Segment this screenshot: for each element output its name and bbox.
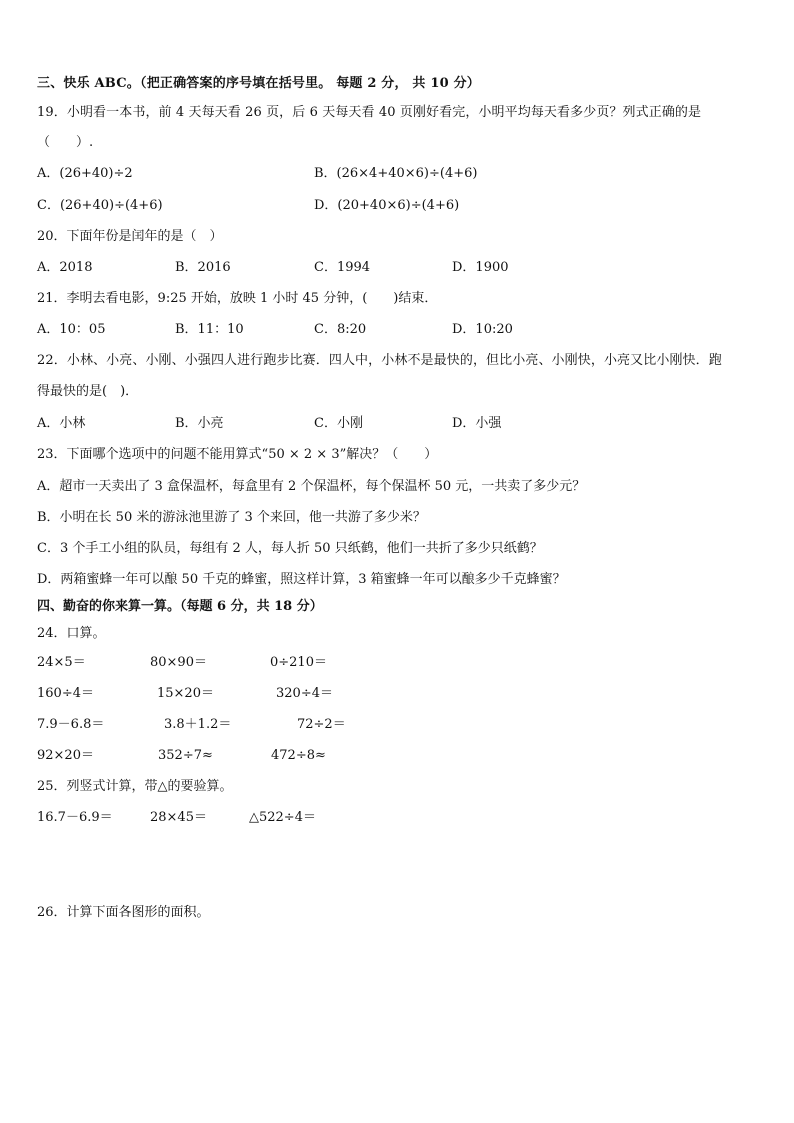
question-19-stem-blank: （ ）. [37, 135, 94, 150]
question-23-stem: 23．下面哪个选项中的问题不能用算式“50 × 2 × 3”解决？（ ） [37, 447, 438, 462]
question-19-options-row-1 [37, 167, 757, 183]
mental-math-row [37, 687, 757, 703]
question-22-option-b: B．小亮 [175, 416, 224, 431]
question-23-option-b: B．小明在长 50 米的游泳池里游了 3 个来回，他一共游了多少米？ [37, 510, 426, 525]
question-23-option-d: D．两箱蜜蜂一年可以酿 50 千克的蜂蜜，照这样计算，3 箱蜜蜂一年可以酿多少千克蜂蜜？ [37, 572, 566, 587]
question-20-option-a: A．2018 [37, 260, 93, 275]
question-22-option-a: A．小林 [37, 416, 86, 431]
mental-math-item: 472÷8≈ [271, 748, 326, 763]
vertical-calc-item: 28×45＝ [150, 810, 207, 825]
mental-math-item: 80×90＝ [150, 655, 207, 670]
question-23-option-a: A．超市一天卖出了 3 盒保温杯，每盒里有 2 个保温杯，每个保温杯 50 元，一共卖了多少元？ [37, 479, 586, 494]
question-21-option-d: D．10:20 [452, 322, 513, 337]
question-23-option-c: C．3 个手工小组的队员，每组有 2 人，每人折 50 只纸鹤，他们一共折了多少只纸鹤？ [37, 541, 543, 556]
question-20-stem: 20．下面年份是闰年的是（ ） [37, 229, 223, 244]
mental-math-item: 15×20＝ [157, 686, 214, 701]
mental-math-item: 160÷4＝ [37, 686, 94, 701]
question-25-stem: 25．列竖式计算，带△的要验算。 [37, 779, 233, 794]
question-24-stem: 24．口算。 [37, 626, 106, 641]
question-19-options-row-2 [37, 199, 757, 215]
question-21-stem: 21．李明去看电影，9:25 开始，放映 1 小时 45 分钟，( )结束． [37, 291, 438, 306]
mental-math-item: 92×20＝ [37, 748, 94, 763]
section-3-heading: 三、快乐 ABC。（把正确答案的序号填在括号里。 每题 2 分， 共 10 分） [37, 76, 480, 91]
mental-math-item: 72÷2＝ [297, 717, 346, 732]
question-19-option-a: A．(26+40)÷2 [37, 166, 133, 181]
question-19-stem: 19．小明看一本书，前 4 天每天看 26 页，后 6 天每天看 40 页刚好看完，小明平均每天看多少页？列式正确的是 [37, 105, 702, 120]
mental-math-item: 320÷4＝ [276, 686, 333, 701]
mental-math-item: 0÷210＝ [270, 655, 327, 670]
question-21-option-b: B．11：10 [175, 322, 244, 337]
question-20-option-d: D．1900 [452, 260, 509, 275]
question-26-stem: 26．计算下面各图形的面积。 [37, 905, 210, 920]
mental-math-row [37, 656, 757, 672]
question-22-stem: 22．小林、小亮、小刚、小强四人进行跑步比赛．四人中，小林不是最快的，但比小亮、小刚快，小亮又比小刚快．跑 [37, 353, 722, 368]
vertical-calc-item: 16.7－6.9＝ [37, 810, 113, 825]
question-21-option-a: A．10：05 [37, 322, 106, 337]
vertical-calc-row [37, 811, 757, 827]
question-22-options [37, 417, 757, 433]
mental-math-row [37, 718, 757, 734]
question-19-option-d: D．(20+40×6)÷(4+6) [314, 198, 460, 213]
question-20-option-b: B．2016 [175, 260, 231, 275]
mental-math-item: 3.8＋1.2＝ [164, 717, 232, 732]
question-22-option-c: C．小刚 [314, 416, 363, 431]
question-20-option-c: C．1994 [314, 260, 371, 275]
question-21-option-c: C．8:20 [314, 322, 367, 337]
question-20-options [37, 261, 757, 277]
question-22-stem-continued: 得最快的是( )． [37, 384, 139, 399]
mental-math-item: 352÷7≈ [158, 748, 213, 763]
section-4-heading: 四、勤奋的你来算一算。（每题 6 分，共 18 分） [37, 599, 323, 614]
question-22-option-d: D．小强 [452, 416, 502, 431]
mental-math-item: 24×5＝ [37, 655, 86, 670]
question-19-option-b: B．(26×4+40×6)÷(4+6) [314, 166, 478, 181]
mental-math-row [37, 749, 757, 765]
question-19-option-c: C．(26+40)÷(4+6) [37, 198, 163, 213]
question-21-options [37, 323, 757, 339]
mental-math-item: 7.9－6.8＝ [37, 717, 105, 732]
vertical-calc-item: △522÷4＝ [249, 810, 316, 825]
